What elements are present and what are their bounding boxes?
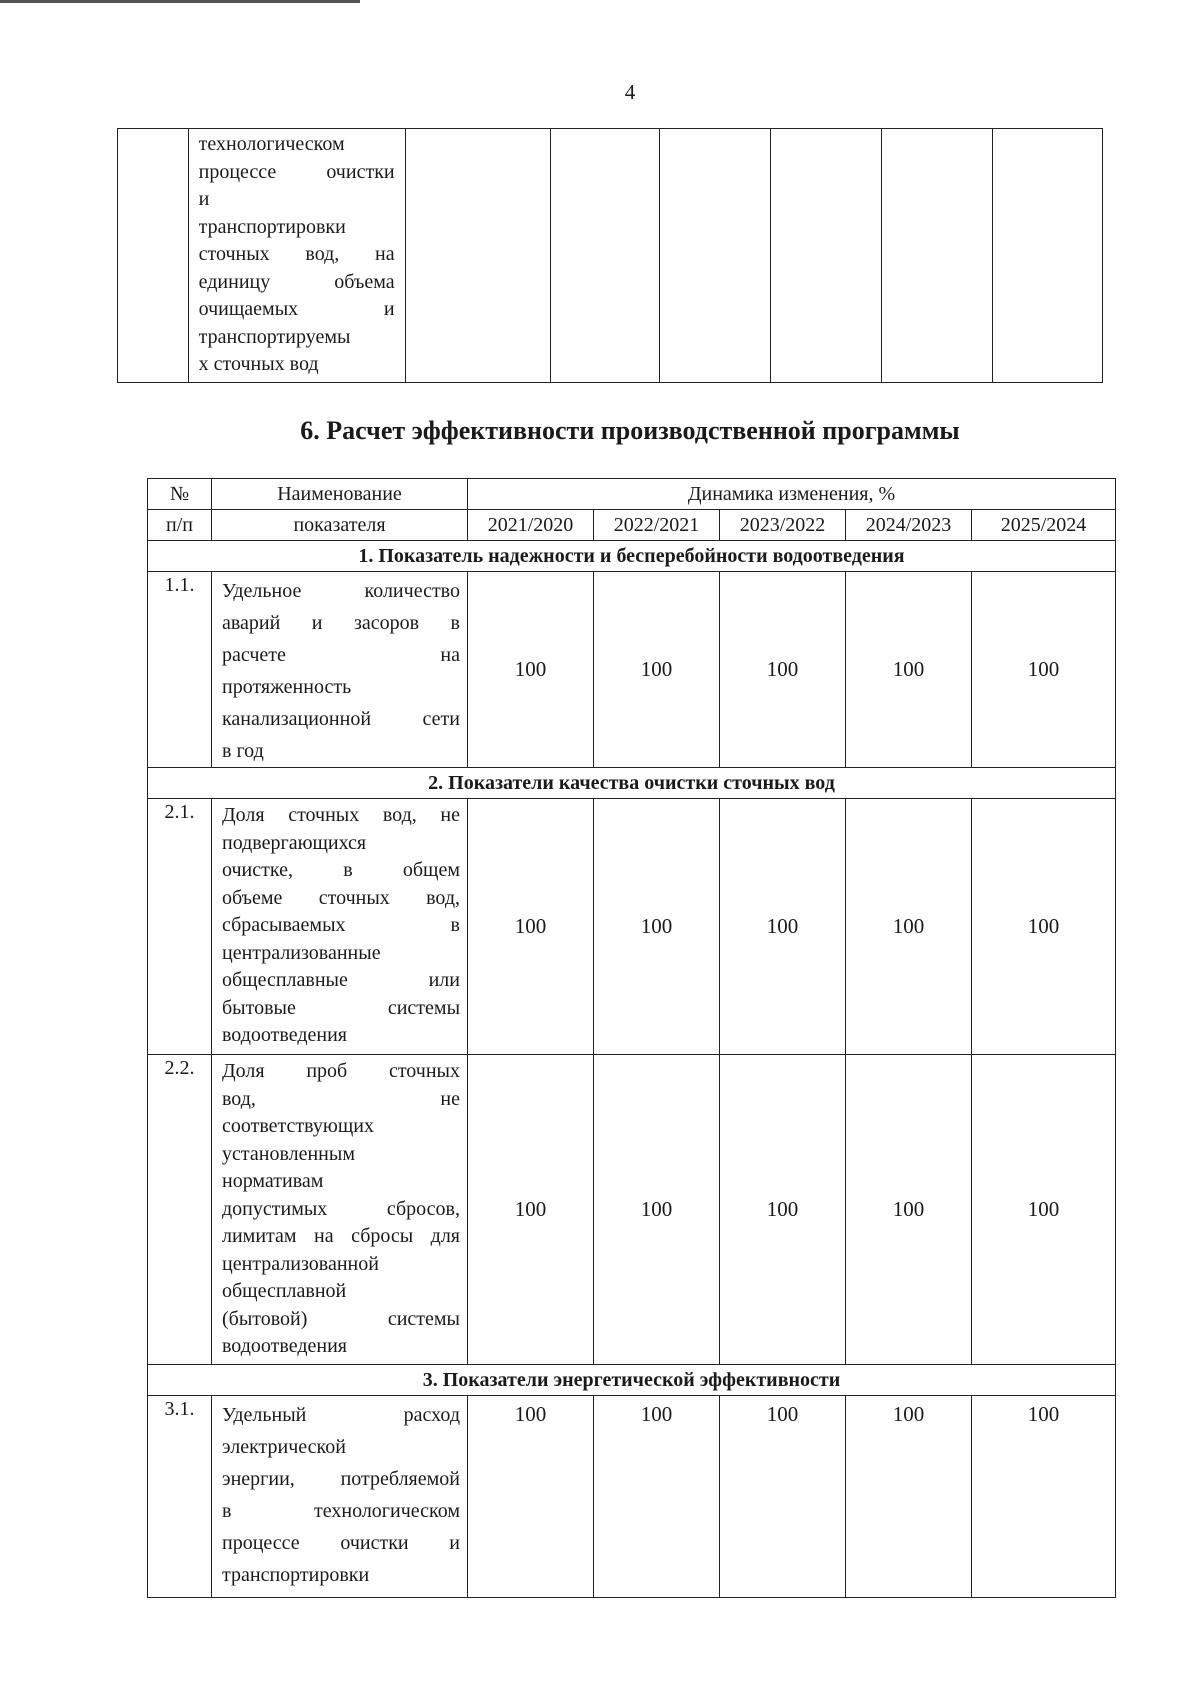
year-header: 2021/2020 [468, 510, 594, 541]
value-cell: 100 [594, 1055, 720, 1365]
cont-num-cell [118, 129, 189, 383]
value-cell: 100 [468, 1055, 594, 1365]
cont-empty-cell [881, 129, 992, 383]
value-cell: 100 [846, 572, 972, 768]
section-title-cell: 1. Показатель надежности и бесперебойности водоотведения [148, 541, 1116, 572]
table-row [148, 1055, 1116, 1365]
section-row [148, 768, 1116, 799]
table-row [148, 1396, 1116, 1598]
cont-empty-cell [550, 129, 659, 383]
table-row [148, 572, 1116, 768]
row-number: 2.2. [148, 1055, 212, 1365]
value-cell: 100 [846, 799, 972, 1055]
cont-empty-cell [659, 129, 770, 383]
section-title-cell: 3. Показатели энергетической эффективности [148, 1365, 1116, 1396]
cont-description-cell [188, 129, 405, 383]
cont-line: и [198, 188, 210, 210]
value-cell: 100 [594, 572, 720, 768]
row-number: 2.1. [148, 799, 212, 1055]
cont-empty-cell [770, 129, 881, 383]
value-cell: 100 [972, 799, 1116, 1055]
cont-empty-cell [992, 129, 1102, 383]
cont-line: транспортировки [198, 215, 346, 238]
section-row [148, 1365, 1116, 1396]
continuation-table [117, 128, 1103, 383]
value-cell: 100 [468, 1396, 594, 1598]
year-header: 2025/2024 [972, 510, 1116, 541]
group-header: Динамика изменения, % [468, 479, 1116, 510]
col-num-header-2: п/п [148, 510, 212, 541]
value-cell: 100 [972, 572, 1116, 768]
value-cell: 100 [720, 572, 846, 768]
section-title: 6. Расчет эффективности производственной программы [300, 416, 960, 445]
indicator-name: Удельный расход электрической энергии, потребляемой в технологическом процессе очистки и транспортировки [212, 1396, 468, 1598]
indicator-name: Доля сточных вод, не подвергающихся очистке, в общем объеме сточных вод, сбрасываемых в централизованные общесплавные или бытовые системы водоотведения [212, 799, 468, 1055]
col-name-header-2: показателя [212, 510, 468, 541]
value-cell: 100 [720, 1055, 846, 1365]
header-row [148, 479, 1116, 510]
value-cell: 100 [594, 1396, 720, 1598]
value-cell: 100 [468, 572, 594, 768]
value-cell: 100 [846, 1055, 972, 1365]
cont-empty-cell [405, 129, 550, 383]
col-name-header: Наименование [212, 479, 468, 510]
indicator-name: Доля проб сточных вод, не соответствующих установленным нормативам допустимых сбросов, лимитам на сбросы для централизованной общесплавной (бытовой) системы водоотведения [212, 1055, 468, 1365]
section-row [148, 541, 1116, 572]
cont-line: транспортируемы [198, 325, 351, 348]
efficiency-table [147, 478, 1116, 1598]
cont-line: технологическом [198, 133, 345, 155]
value-cell: 100 [594, 799, 720, 1055]
year-header: 2024/2023 [846, 510, 972, 541]
cont-line: х сточных вод [198, 353, 319, 375]
col-num-header: № [148, 479, 212, 510]
row-number: 3.1. [148, 1396, 212, 1598]
indicator-name: Удельное количество аварий и засоров в расчете на протяженность канализационной сети в год [212, 572, 468, 768]
cont-line: единицу объема [198, 270, 395, 293]
cont-line: процессе очистки [198, 160, 395, 183]
value-cell: 100 [972, 1396, 1116, 1598]
top-rule [0, 0, 360, 3]
continuation-row [118, 129, 1103, 383]
cont-line: сточных вод, на [198, 243, 395, 265]
section-title-cell: 2. Показатели качества очистки сточных вод [148, 768, 1116, 799]
value-cell: 100 [846, 1396, 972, 1598]
value-cell: 100 [720, 799, 846, 1055]
value-cell: 100 [468, 799, 594, 1055]
value-cell: 100 [972, 1055, 1116, 1365]
page-number: 4 [624, 80, 636, 104]
year-header: 2023/2022 [720, 510, 846, 541]
row-number: 1.1. [148, 572, 212, 768]
header-row-years [148, 510, 1116, 541]
year-header: 2022/2021 [594, 510, 720, 541]
value-cell: 100 [720, 1396, 846, 1598]
table-row [148, 799, 1116, 1055]
cont-line: очищаемых и [198, 298, 395, 320]
